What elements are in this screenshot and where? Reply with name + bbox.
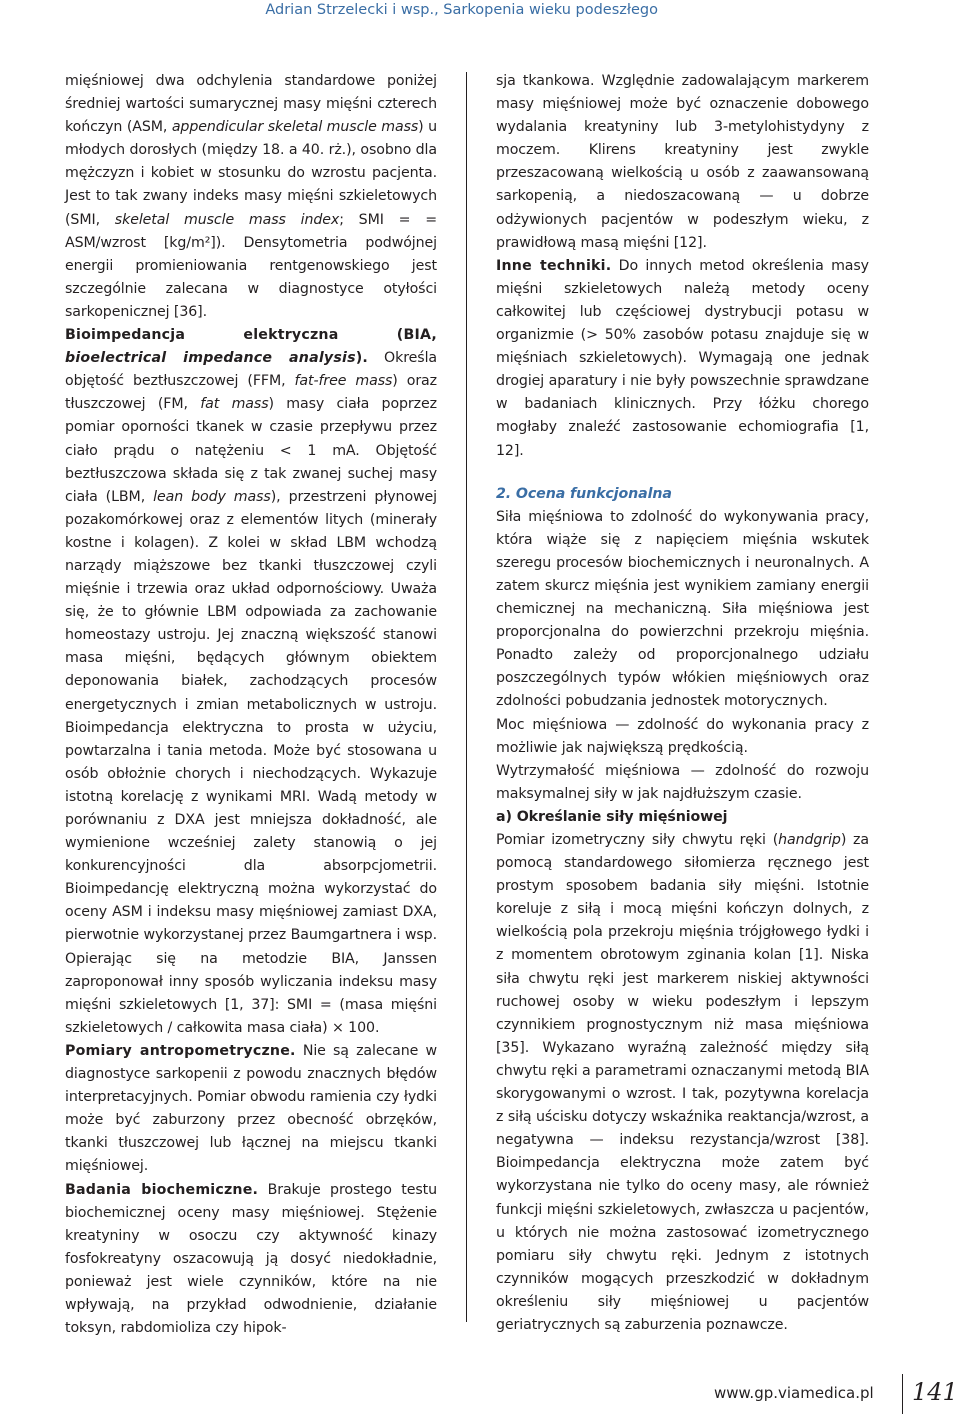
page-number: 141 <box>912 1378 958 1406</box>
strength-paragraph: Siła mięśniowa to zdolność do wykonywania pracy, która wiąże się z napięciem mięśnia wskutek szeregu procesów biochemicznych i neuronalnych. A zatem skurcz mięśnia jest wynikiem zamiany energii chemicznej na mechaniczną. Siła mięśniowa jest proporcjonalna do powierzchni przekroju mięśnia. Ponadto zależy od proporcjonalnego udziału poszczególnych typów włókien mięśniowych oraz zdolności pobudzania jednostek motorycznych. <box>496 508 869 710</box>
biochem-paragraph <box>65 1179 437 1341</box>
text-run: ; SMI = = ASM/wzrost [kg/m²]). Densytometria podwójnej energii promieniowania rentgenowskiego jest szczególnie zalecana w diagnostyce otyłości sarkopenicznej [36]. <box>65 211 438 320</box>
text-run: Pomiar izometryczny siły chwytu ręki ( <box>496 832 779 848</box>
anthropometry-lead: Pomiary antropometryczne. <box>65 1042 296 1059</box>
running-title: Adrian Strzelecki i wsp., Sarkopenia wieku podeszłego <box>265 2 658 18</box>
italic-term: appendicular skeletal muscle mass <box>171 119 419 136</box>
handgrip-paragraph <box>496 829 869 1337</box>
page-number-rule <box>902 1374 903 1414</box>
italic-term: lean body mass <box>153 488 271 505</box>
endurance-paragraph: Wytrzymałość mięśniowa — zdolność do rozwoju maksymalnej siły w jak najdłuższym czasie. <box>496 762 869 802</box>
bia-lead: Bioimpedancja elektryczna (BIA, bioelectrical impedance analysis). <box>65 327 437 367</box>
column-divider <box>466 72 467 1322</box>
italic-term: fat-free mass <box>294 373 393 390</box>
text-run: ) za pomocą standardowego siłomierza ręcznego jest prostym sposobem badania siły mięśni. Istotnie koreluje z siłą i mocą mięśni kończyn dolnych, z wielkością pola przekroju mięśnia trójgłowego łydki i z momentem obrotowym zginania kolan [1]. Niska siła chwytu ręki jest markerem niskiej aktywności ruchowej osoby w wieku podeszłym i lepszym czynnikiem prognostycznym niż masa mięśniowa [35]. Wykazano wyraźną zależność między siłą chwytu ręki a parametrami oznaczanymi metodą BIA skorygowanymi o wzrost. I tak, pozytywna korelacja z siłą uścisku dotyczy wskaźnika reaktancja/wzrost, a negatywna — indeksu rezystancja/wzrost [38]. Bioimpedancja elektryczna może zatem być wykorzystana nie tylko do oceny masy, ale również funkcji mięśni szkieletowych, zwłaszcza u pacjentów, u których nie można zastosować izometrycznego pomiaru siły chwytu ręki. Jednym z istotnych czynników mogących przeszkodzić w dokładnym określeniu siły mięśniowej u pacjentów geriatrycznych są zaburzenia poznawcze. <box>496 832 869 1333</box>
bia-paragraph <box>65 324 437 1040</box>
text-run: ) oraz tłuszczowej (FM, <box>65 373 437 413</box>
text-run: ), przestrzeni płynowej pozakomórkowej oraz z elementów litych (minerały kostne i kolagen). Z kolei w skład LBM wchodzą narządy miąższowe bez tkanki tłuszczowej czyli mięśnie i trzewia oraz układ odpornościowy. Uważa się, że to głównie LBM odpowiada za zachowanie homeostazy ustroju. Jej znaczną większość stanowi masa mięśni, będących głównym obiektem deponowania białek, zachodzących procesów energetycznych i zmian metabolicznych w ustroju. Bioimpedancja elektryczna to prosta w użyciu, powtarzalna i tania metoda. Może być stosowana u osób obłożnie chorych i niechodzących. Wykazuje istotną korelację z wynikami MRI. Wadą metody w porównaniu z DXA jest mniejsza dokładność, ale wymienione wcześniej zalety stanowią o jej konkurencyjności dla absorpcjometrii. Bioimpedancję elektryczną można wykorzystać do oceny ASM i indeksu masy mięśniowej zamiast DXA, pierwotnie wykorzystanej przez Baumgartnera i wsp. Opierając się na metodzie BIA, Janssen zaproponował inny sposób wyliczania indeksu masy mięśni szkieletowych [1, 37]: SMI = (masa mięśni szkieletowych / całkowita masa ciała) × 100. <box>65 488 437 1036</box>
right-column <box>496 70 869 1337</box>
left-column <box>65 70 437 1340</box>
subsection-title: a) Określanie siły mięśniowej <box>496 808 728 825</box>
footer-url: www.gp.viamedica.pl <box>714 1384 874 1402</box>
section-title: 2. Ocena funkcjonalna <box>496 485 672 502</box>
text-run: Brakuje prostego testu biochemicznej oceny masy mięśniowej. Stężenie kreatyniny w osoczu czy aktywność kinazy fosfokreatyny oszacowują ją dosyć niedokładnie, ponieważ jest wiele czynników, które na nie wpływają, na przykład odwodnienie, działanie toksyn, rabdomioliza czy hipok- <box>65 1181 437 1337</box>
italic-term: handgrip <box>778 832 841 848</box>
text-run: Nie są zalecane w diagnostyce sarkopenii z powodu znacznych błędów interpretacyjnych. Pomiar obwodu ramienia czy łydki może być zaburzony przez obecność obrzęków, tkanki tłuszczowej lub łącznej na miejscu tkanki mięśniowej. <box>65 1042 437 1175</box>
italic-term: skeletal muscle mass index <box>114 211 340 228</box>
italic-term: fat mass <box>200 396 269 413</box>
text-run: ) u młodych dorosłych (między 18. a 40. rż.), osobno dla mężczyzn i kobiet w stosunku do wzrostu pacjenta. Jest to tak zwany indeks masy mięśni szkieletowych (SMI, <box>65 119 437 228</box>
text-run: Do innych metod określenia masy mięśni szkieletowych należą metody oceny całkowitej lub częściowej dystrybucji potasu w organizmie (> 50% zasobów potasu znajduje się w mięśniach szkieletowych). Wymagają one jednak drogiej aparatury i nie były powszechnie sprawdzane w badaniach klinicznych. Przy łóżku chorego mogłaby znaleźć zastosowanie echomiografia [1, 12]. <box>496 257 869 459</box>
creatinine-paragraph: sja tkankowa. Względnie zadowalającym markerem masy mięśniowej może być oznaczenie dobowego wydalania kreatyniny lub 3-metylohistydyny z moczem. Klirens kreatyniny jest zwykle przeszacowaną wielkością u osób z zaawansowaną sarkopenią, a niedoszacowaną — u dobrze odżywionych pacjentów w podeszłym wieku, z prawidłową masą mięśni [12]. <box>496 73 869 251</box>
power-paragraph: Moc mięśniowa — zdolność do wykonania pracy z możliwie jak największą prędkością. <box>496 716 869 756</box>
other-techniques-paragraph <box>496 255 869 463</box>
dxa-paragraph <box>65 70 437 324</box>
text-run: ) masy ciała poprzez pomiar oporności tkanek w czasie przepływu przez ciało prądu o natężeniu < 1 mA. Objętość beztłuszczowa składa się z tak zwanej suchej masy ciała (LBM, <box>65 396 437 505</box>
text-run: mięśniowej dwa odchylenia standardowe poniżej średniej wartości sumarycznej masy mięśni czterech kończyn (ASM, <box>65 73 437 136</box>
biochem-lead: Badania biochemiczne. <box>65 1181 259 1198</box>
anthropometry-paragraph <box>65 1040 437 1179</box>
running-header <box>0 0 960 20</box>
other-techniques-lead: Inne techniki. <box>496 257 612 274</box>
text-run: Określa objętość beztłuszczowej (FFM, <box>65 350 438 390</box>
